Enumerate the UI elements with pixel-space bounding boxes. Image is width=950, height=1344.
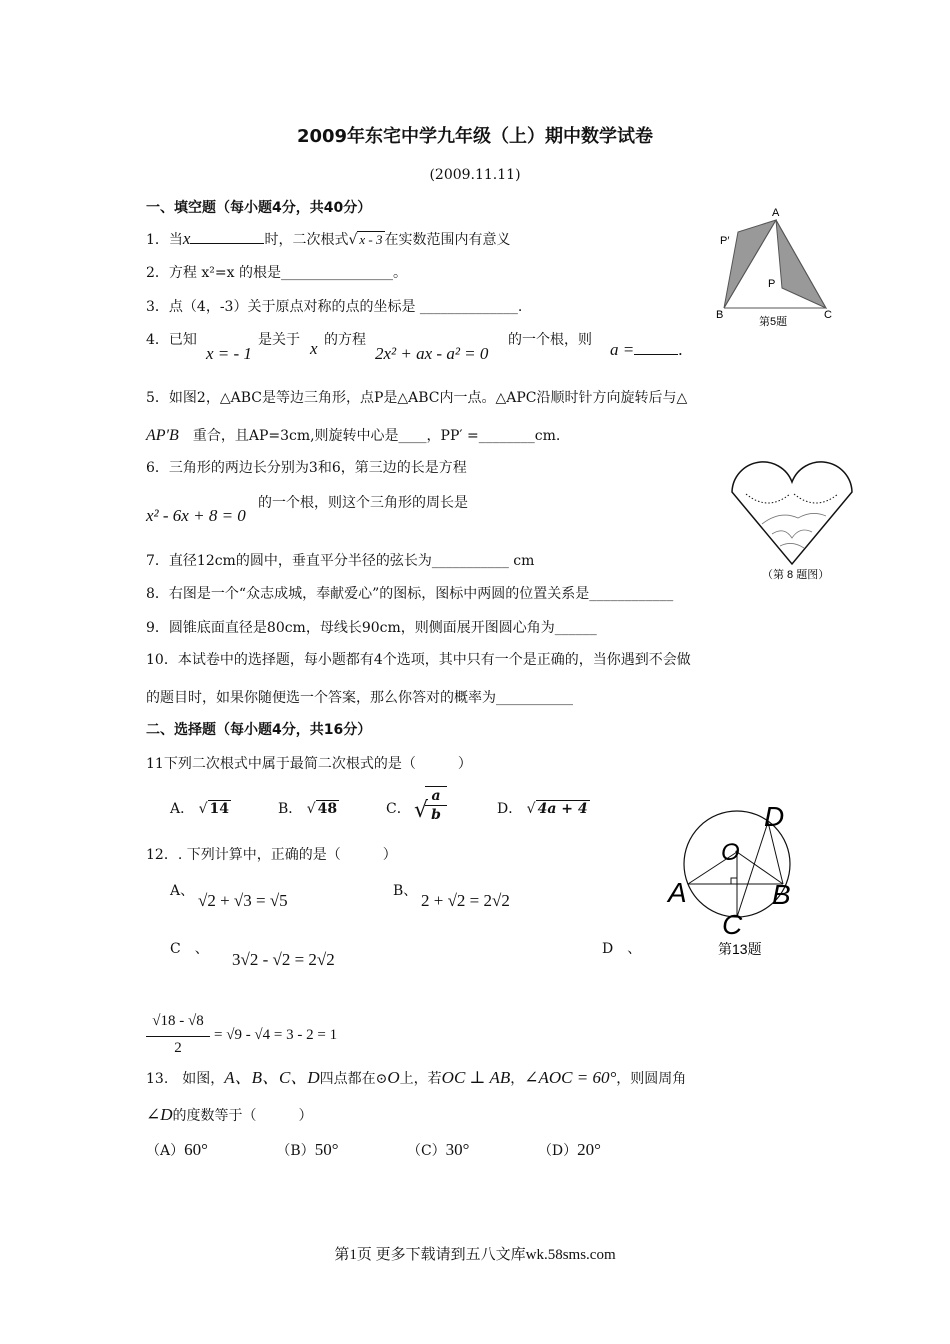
question-11-stem: 11下列二次根式中属于最简二次根式的是（ ） xyxy=(146,756,472,772)
question-12-option-d: D 、 xyxy=(602,941,642,957)
fig13-label-a: A xyxy=(668,877,687,908)
question-8: 8．右图是一个“众志成城，奉献爱心”的图标，图标中两圆的位置关系是____________ xyxy=(146,586,674,602)
question-5-line1: 5．如图2，△ABC是等边三角形，点P是△ABC内一点。△APC沿顺时针方向旋转后与△ xyxy=(146,390,688,406)
question-12-option-b: B、 xyxy=(393,883,418,899)
q13-option-c: （C）30° xyxy=(406,1140,470,1159)
fig8-dotted-arc-right xyxy=(794,494,838,503)
page-title: 2009年东宅中学九年级（上）期中数学试卷 xyxy=(296,126,654,147)
question-12-option-b-expr: 2 + √2 = 2√2 xyxy=(421,891,510,910)
exam-date: (2009.11.11) xyxy=(429,167,521,183)
question-4-x: x xyxy=(310,339,318,358)
question-4-answer: a = . xyxy=(610,340,683,359)
fig8-decoration xyxy=(762,513,826,548)
question-10-line2: 的题目时，如果你随便选一个答案，那么你答对的概率为___________ xyxy=(146,690,573,706)
question-13-line2: ∠D的度数等于（ ） xyxy=(146,1105,313,1124)
question-7: 7．直径12cm的圆中，垂直平分半径的弦长为___________ cm xyxy=(146,553,535,569)
question-2: 2．方程 x²=x 的根是________________。 xyxy=(146,265,407,281)
question-13-line1: 13. 如图，A、B、C、D四点都在⊙O上，若OC ⊥ AB，∠AOC = 60°，则圆周角 xyxy=(146,1068,687,1087)
fig5-caption: 第5题 xyxy=(759,316,788,328)
fig8-caption: （第 8 题图） xyxy=(762,569,830,580)
question-10-line1: 10．本试卷中的选择题，每小题都有4个选项，其中只有一个是正确的，当你遇到不会做 xyxy=(146,652,691,668)
page-footer: 第1页 更多下载请到五八文库wk.58sms.com xyxy=(334,1247,616,1263)
q13-option-b: （B）50° xyxy=(276,1140,339,1159)
fig13-label-o: O xyxy=(721,839,740,866)
question-4-eq2: 2x² + ax - a² = 0 xyxy=(375,344,489,363)
question-11-option-b: B． √ 48 xyxy=(278,801,338,817)
fig5-label-b: B xyxy=(716,309,724,321)
q13-option-d: （D）20° xyxy=(537,1140,601,1159)
fig13-line-dc xyxy=(737,822,768,917)
fig5-label-c: C xyxy=(824,309,832,321)
question-11-option-d: D． √ 4a + 4 xyxy=(497,801,588,817)
fig13-right-angle-mark xyxy=(731,878,737,884)
section2-heading: 二、选择题（每小题4分，共16分） xyxy=(146,722,372,738)
question-4-text-d: 的一个根，则 xyxy=(508,332,592,348)
question-12-option-a: A、 xyxy=(170,883,195,899)
fig5-label-a: A xyxy=(772,207,780,219)
question-5-line2: AP′B 重合，且AP=3cm,则旋转中心是____，PP′ =________cm. xyxy=(146,427,561,444)
section1-heading: 一、填空题（每小题4分，共40分） xyxy=(146,200,372,216)
q13-option-a: （A）60° xyxy=(146,1140,208,1159)
question-12-option-c-expr: 3√2 - √2 = 2√2 xyxy=(232,950,335,969)
question-12-stem: 12．. 下列计算中，正确的是（ ） xyxy=(146,847,397,863)
question-4-text-c: 的方程 xyxy=(324,332,366,348)
question-13-options xyxy=(146,1141,601,1160)
question-4-eq1: x = - 1 xyxy=(206,344,252,363)
fig13-label-b: B xyxy=(772,879,791,910)
question-4: 4．已知 xyxy=(146,332,197,348)
fig5-label-pp: P′ xyxy=(720,235,730,247)
fig8-heart-outline xyxy=(732,462,852,564)
figure-5 xyxy=(710,200,845,330)
question-11-option-c: C． xyxy=(386,801,411,817)
question-6-line1: 6．三角形的两边长分别为3和6，第三边的长是方程 xyxy=(146,460,467,476)
question-12-option-c: C 、 xyxy=(170,941,209,957)
question-9: 9．圆锥底面直径是80cm，母线长90cm，则侧面展开图圆心角为______ xyxy=(146,620,597,636)
question-12-option-a-expr: √2 + √3 = √5 xyxy=(198,891,288,910)
fig13-label-d: D xyxy=(764,801,785,832)
fig8-dotted-arc-left xyxy=(746,494,790,503)
fig13-caption: 第13题 xyxy=(718,941,762,957)
fig5-label-p: P xyxy=(768,278,776,290)
question-6-line2: 的一个根，则这个三角形的周长是 xyxy=(258,495,468,511)
question-4-text-b: 是关于 xyxy=(258,332,300,348)
figure-13 xyxy=(664,800,804,960)
question-6-eq: x² - 6x + 8 = 0 xyxy=(146,506,246,525)
fig13-label-c: C xyxy=(722,909,743,940)
question-3: 3．点（4，-3）关于原点对称的点的坐标是 ______________. xyxy=(146,299,523,315)
question-11-option-a: A． √ 14 xyxy=(170,801,229,817)
question-1: 1．当x 时，二次根式√ x - 3 在实数范围内有意义 xyxy=(146,229,511,248)
figure-8-heart-logo xyxy=(728,452,856,580)
